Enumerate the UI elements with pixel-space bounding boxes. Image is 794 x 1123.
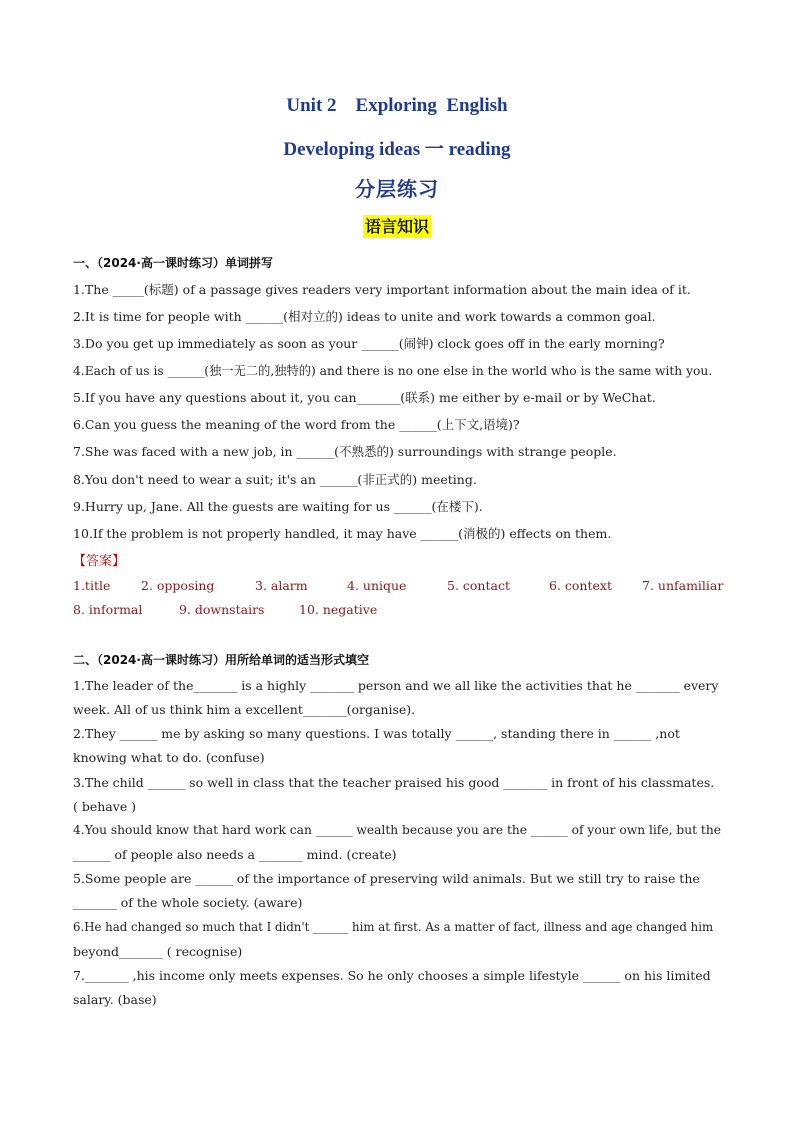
exercise-line: knowing what to do. (confuse): [73, 750, 265, 765]
question-line: 8.You don't need to wear a suit; it's an ______(非正式的) meeting.: [73, 472, 477, 487]
page-title-practice: 分层练习: [355, 177, 439, 201]
subtitle-container: [0, 214, 794, 237]
answer-label: 【答案】: [73, 554, 126, 569]
exercise-line: 1.The leader of the_______ is a highly _______ person and we all like the activities that he _______ every: [73, 678, 719, 693]
answer-item: 3. alarm: [255, 578, 308, 593]
answer-item: 8. informal: [73, 602, 143, 617]
answer-item: 10. negative: [299, 602, 378, 617]
answer-item: 4. unique: [347, 578, 407, 593]
question-line: 7.She was faced with a new job, in ______(不熟悉的) surroundings with strange people.: [73, 444, 617, 459]
section2-heading: 二、（2024·高一课时练习）用所给单词的适当形式填空: [73, 653, 369, 667]
page-title-lesson: Developing ideas 一 reading: [283, 139, 511, 160]
question-line: 5.If you have any questions about it, you can_______(联系) me either by e-mail or by WeChat.: [73, 390, 656, 405]
answer-item: 1.title: [73, 578, 111, 593]
exercise-line: ______ of people also needs a _______ mind. (create): [73, 847, 397, 862]
exercise-line: 6.He had changed so much that I didn't ______ him at first. As a matter of fact, illness and age changed him: [73, 920, 714, 934]
exercise-line: 4.You should know that hard work can ______ wealth because you are the ______ of your own life, but the: [73, 823, 721, 837]
question-line: 2.It is time for people with ______(相对立的) ideas to unite and work towards a common goal.: [73, 309, 656, 324]
subtitle-highlight: 语言知识: [364, 217, 429, 236]
exercise-line: 5.Some people are ______ of the importance of preserving wild animals. But we still try to raise the: [73, 871, 700, 886]
exercise-line: _______ of the whole society. (aware): [73, 895, 303, 910]
question-line: 4.Each of us is ______(独一无二的,独特的) and there is no one else in the world who is the same with you.: [73, 364, 713, 378]
answer-item: 6. context: [549, 578, 612, 593]
exercise-line: week. All of us think him a excellent_______(organise).: [73, 702, 416, 717]
answer-item: 5. contact: [447, 578, 510, 593]
exercise-line: 2.They ______ me by asking so many questions. I was totally ______, standing there in ______ ,not: [73, 726, 680, 741]
answer-item: 2. opposing: [141, 578, 215, 593]
exercise-line: salary. (base): [73, 992, 157, 1007]
page-title-unit: Unit 2 Exploring English: [286, 95, 508, 116]
section1-heading: 一、（2024·高一课时练习）单词拼写: [73, 256, 273, 270]
answer-item: 7. unfamiliar: [642, 578, 724, 593]
question-line: 9.Hurry up, Jane. All the guests are waiting for us ______(在楼下).: [73, 499, 483, 514]
question-line: 6.Can you guess the meaning of the word from the ______(上下文,语境)?: [73, 417, 520, 432]
question-line: 1.The _____(标题) of a passage gives readers very important information about the main idea of it.: [73, 282, 691, 297]
exercise-line: ( behave ): [73, 799, 137, 814]
question-line: 10.If the problem is not properly handled, it may have ______(消极的) effects on them.: [73, 526, 612, 541]
question-line: 3.Do you get up immediately as soon as your ______(闹钟) clock goes off in the early morning?: [73, 336, 665, 351]
exercise-line: 7._______ ,his income only meets expenses. So he only chooses a simple lifestyle ______ on his limited: [73, 968, 711, 983]
exercise-line: beyond_______ ( recognise): [73, 944, 243, 959]
answer-item: 9. downstairs: [179, 602, 265, 617]
exercise-line: 3.The child ______ so well in class that the teacher praised his good _______ in front of his classmates.: [73, 775, 715, 790]
